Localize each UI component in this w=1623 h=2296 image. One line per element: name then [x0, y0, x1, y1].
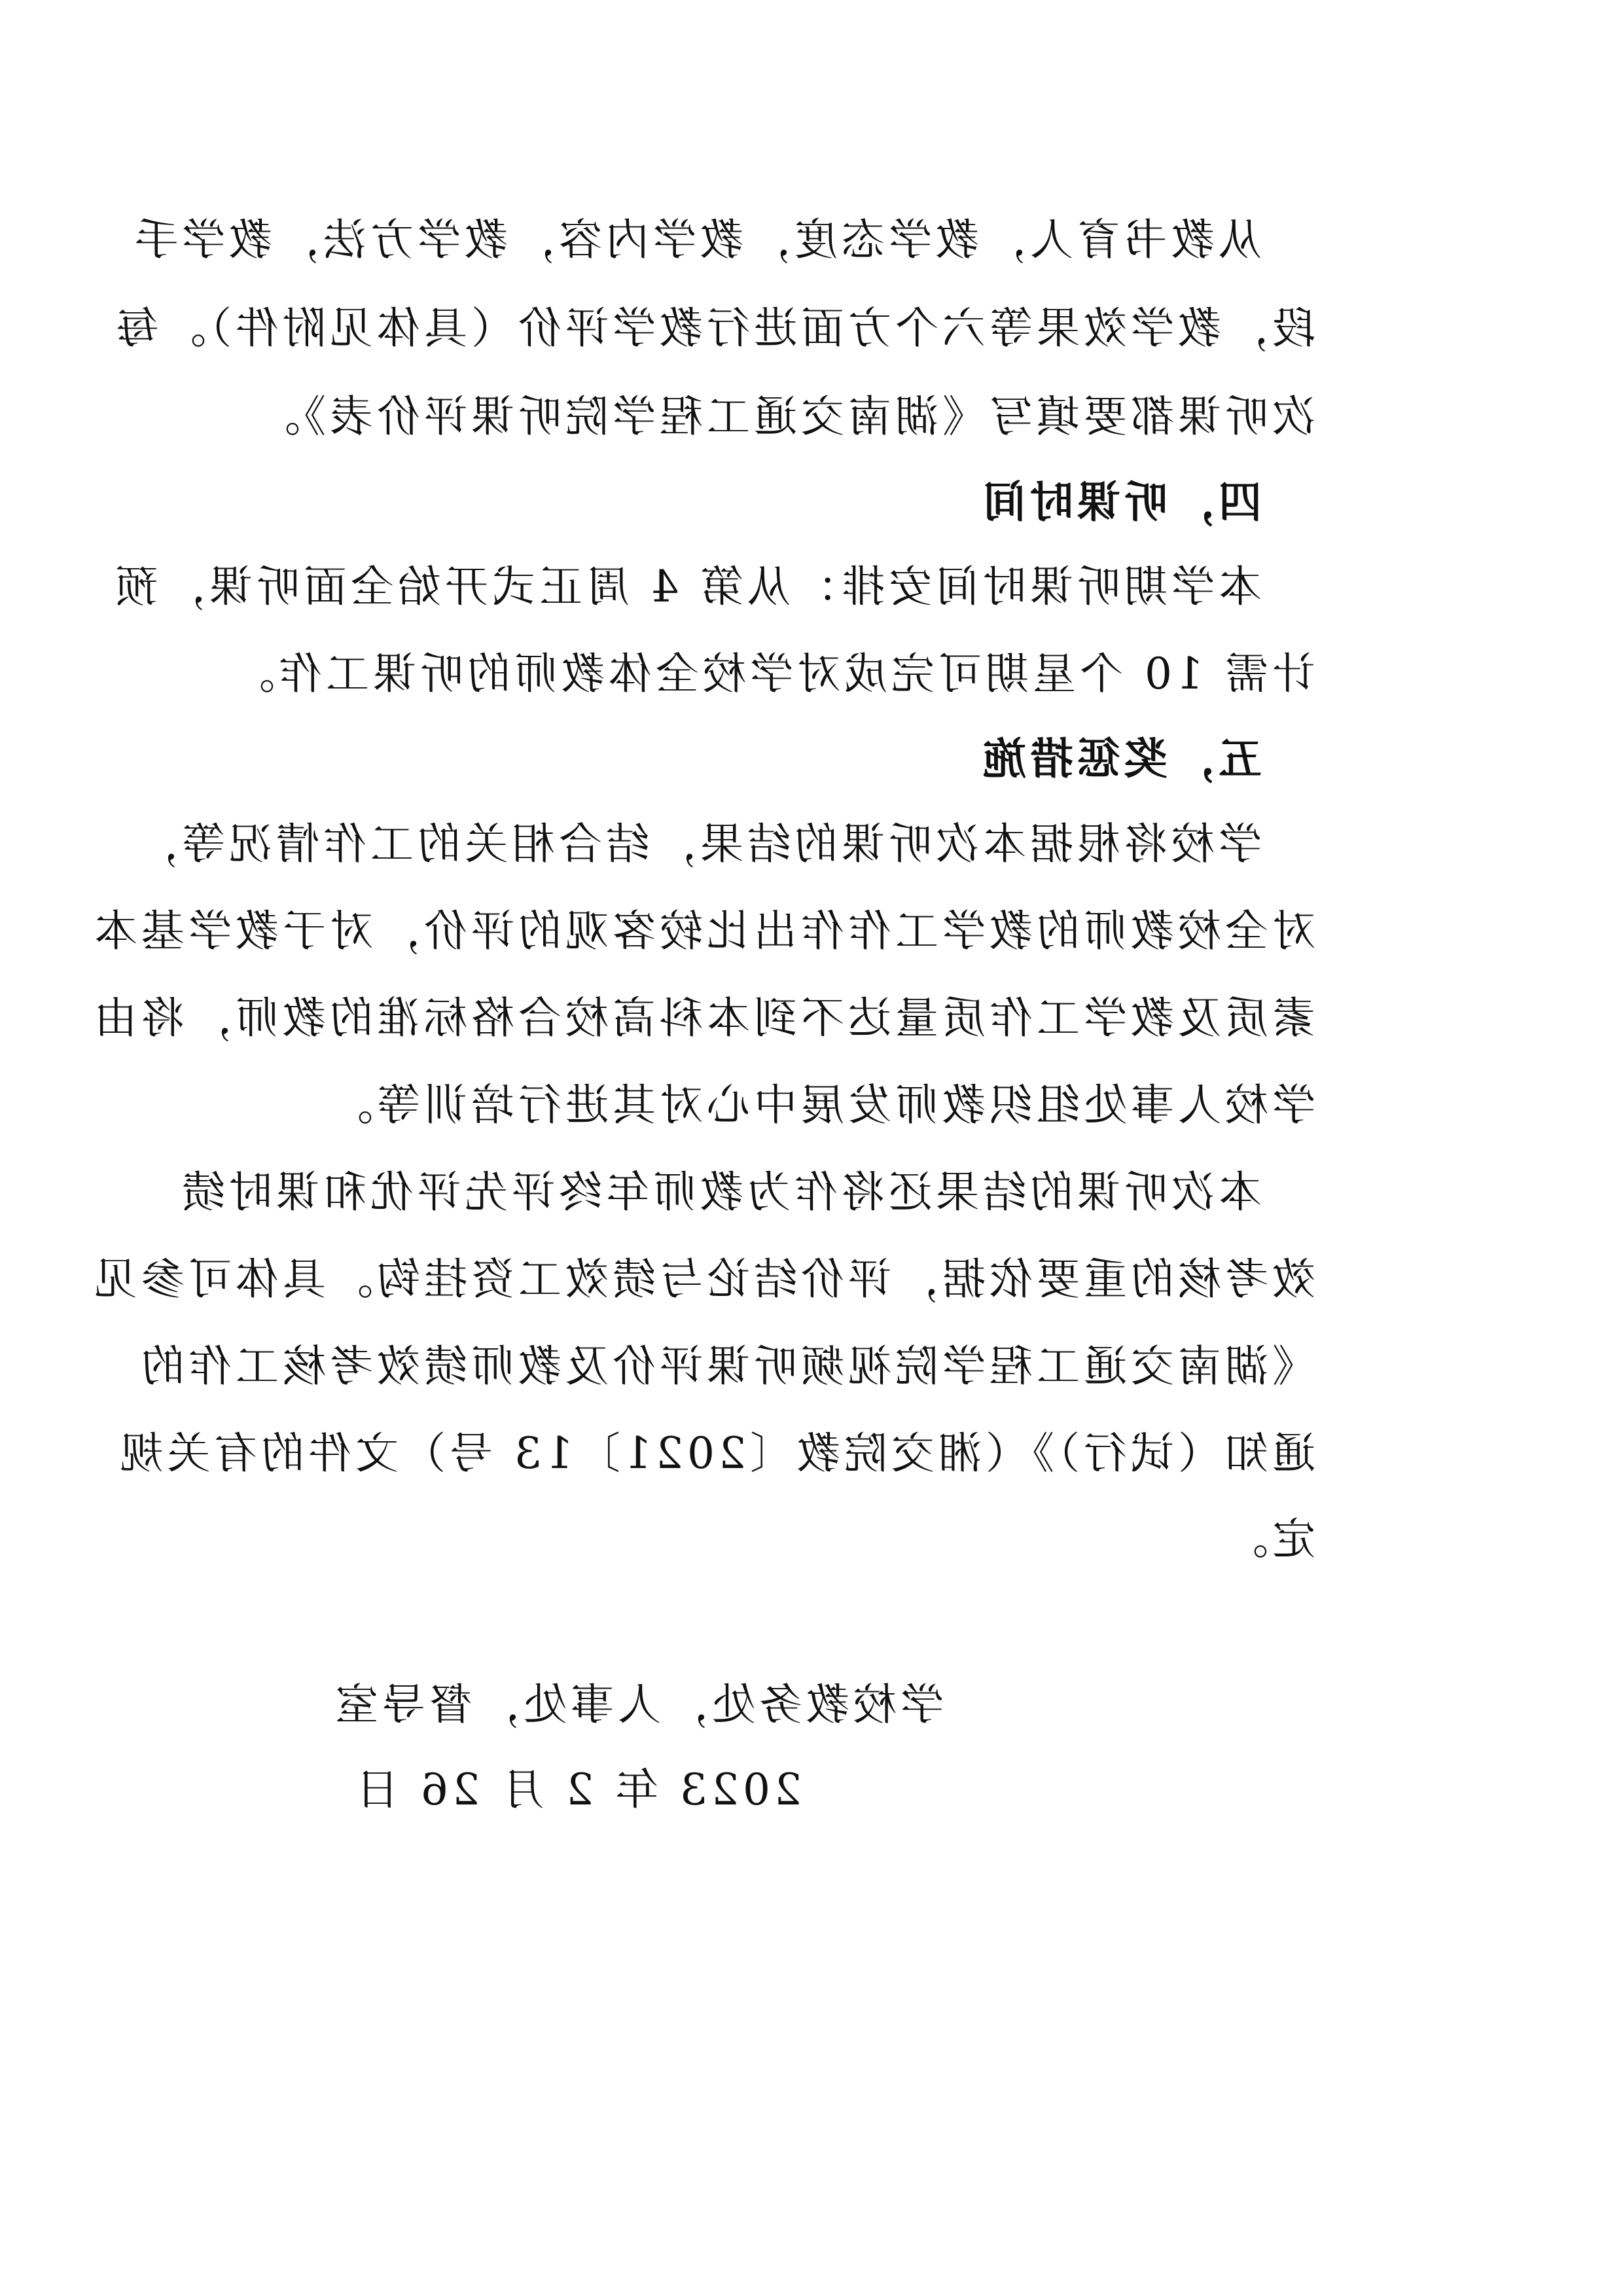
section5-p2-line-2: 效考核的重要依据，评价结论与绩效工资挂钩。具体可参见	[90, 1254, 1315, 1304]
section5-p2-line-1: 本次听课的结果还将作为教师年终评先评优和课时绩	[178, 1167, 1262, 1217]
section5-p1-line-4: 学校人事处组织教师发展中心对其进行培训等。	[326, 1080, 1315, 1130]
section4-line-2: 计需 10 个星期可完成对学校全体教师的听课工作。	[228, 649, 1315, 699]
section3-line-1: 从教书育人，教学态度，教学内容，教学方法，教学手	[131, 215, 1262, 265]
section5-p2-line-5: 定。	[1221, 1514, 1315, 1564]
section5-p2-line-3: 《湖南交通工程学院视频听课评价及教师绩效考核工作的	[137, 1341, 1315, 1391]
section5-heading: 五，奖惩措施	[979, 734, 1262, 784]
section5-p2-line-4: 通知（试行）》（湘交院教〔2021〕13 号）文件的有关规	[116, 1428, 1315, 1479]
section4-heading: 四，听课时间	[979, 477, 1262, 528]
section5-p1-line-1: 学校将根据本次听课的结果，结合相关的工作情况等，	[131, 819, 1262, 869]
section3-line-3: 次听课都要填写《湖南交通工程学院听课评价表》。	[253, 391, 1315, 442]
signature-issuer: 学校教务处，人事处，督导室	[331, 1679, 944, 1730]
section3-line-2: 段，教学效果等六个方面进行教学评价（具体见附件）。每	[112, 303, 1315, 353]
signature-date: 2023 年 2 月 26 日	[352, 1765, 802, 1815]
section5-p1-line-3: 素质及教学工作质量达不到本科高校合格标准的教师，将由	[90, 993, 1315, 1043]
section5-p1-line-2: 对全校教师的教学工作作出比较客观的评价，对于教学基本	[90, 906, 1315, 956]
section4-line-1: 本学期听课时间安排：从第 4 周正式开始全面听课，预	[111, 562, 1262, 612]
